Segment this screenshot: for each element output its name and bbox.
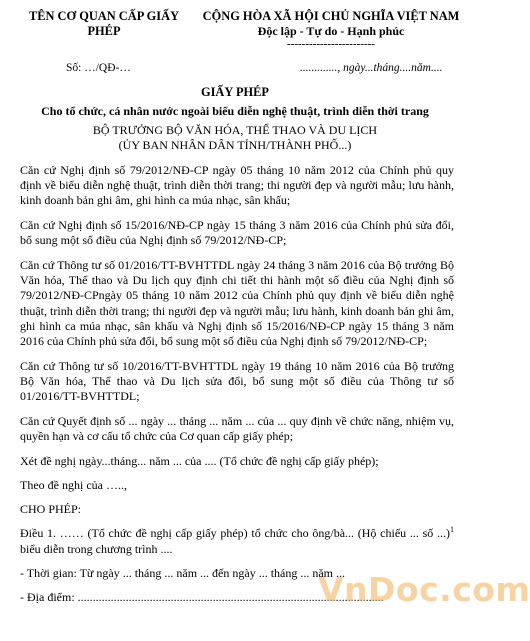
article-1	[0, 526, 470, 556]
place-line: - Địa điểm: ......................................................................................................	[20, 589, 384, 604]
authority-line-2: (ỦY BAN NHÂN DÂN TỈNH/THÀNH PHỐ...)	[118, 138, 352, 152]
agency-line-2: PHÉP	[87, 24, 121, 38]
watermark-logo: VnDoc.com	[318, 570, 530, 609]
document-body	[0, 163, 470, 614]
national-motto: Độc lập - Tự do - Hạnh phúc	[257, 24, 405, 38]
legal-basis-paragraph: Căn cứ Thông tư số 01/2016/TT-BVHTTDL ngày 24 tháng 3 năm 2016 của Bộ trưởng Bộ Văn hóa, Thể thao và Du lịch quy định chi tiết thi hành một số điều của Nghị định số 79/2012/NĐ-CPngày 05 tháng 10 năm 2012 của Chính phủ quy định về biểu diễn nghệ thuật, trình diễn thời trang; thi người đẹp và người mẫu; lưu hành, kinh doanh bản ghi âm, ghi hình ca múa nhạc, sân khấu và Nghị định số 15/2016/NĐ-CP ngày 15 tháng 3 năm 2016 của Chính phủ sửa đổi, bổ sung một số điều của Nghị định số 79/2012/NĐ-CP;	[20, 258, 454, 349]
legal-basis-paragraph: Căn cứ Quyết định số ... ngày ... tháng ... năm ... của ... quy định về chức năng, nhiệm vụ, quyền hạn và cơ cấu tổ chức của Cơ quan cấp giấy phép;	[20, 413, 454, 444]
authority-line-1: BỘ TRƯỞNG BỘ VĂN HÓA, THỂ THAO VÀ DU LỊCH	[92, 123, 378, 137]
document-title: GIẤY PHÉP	[200, 85, 270, 99]
legal-basis-paragraph: Căn cứ Nghị định số 15/2016/NĐ-CP ngày 15 tháng 3 năm 2016 của Chính phủ sửa đổi, bổ sung một số điều của Nghị định số 79/2012/NĐ-CP;	[20, 218, 454, 248]
document-number: Số: …/QĐ-…	[66, 62, 131, 74]
issuing-authority	[0, 123, 470, 153]
nation-name: CỘNG HÒA XÃ HỘI CHỦ NGHĨA VIỆT NAM	[202, 9, 460, 23]
permission-heading: CHO PHÉP:	[20, 502, 82, 517]
footnote-marker: 1	[450, 525, 454, 535]
document-subtitle: Cho tổ chức, cá nhân nước ngoài biểu diễn nghệ thuật, trình diễn thời trang	[41, 104, 429, 118]
document-date: ............., ngày...tháng....năm....	[300, 62, 443, 74]
consideration-paragraph: Xét đề nghị ngày...tháng... năm ... của .... (Tổ chức đề nghị cấp giấy phép);	[20, 453, 379, 468]
header-divider: ------------------------	[287, 38, 375, 50]
issuing-agency-header	[14, 9, 194, 39]
legal-basis-paragraph: Căn cứ Thông tư số 10/2016/TT-BVHTTDL ngày 19 tháng 10 năm 2016 của Bộ trưởng Bộ Văn hóa, Thể thao và Du lịch sửa đổi, bổ sung một số điều của Thông tư số 01/2016/TT-BVHTTDL;	[20, 358, 454, 404]
document-number-line	[0, 62, 470, 78]
proposal-paragraph: Theo đề nghị của …..,	[20, 477, 127, 492]
agency-line-1: TÊN CƠ QUAN CẤP GIẤY	[28, 9, 180, 23]
article-1-continuation: biểu diễn trong chương trình ....	[20, 541, 173, 556]
national-header	[196, 9, 466, 50]
time-line: - Thời gian: Từ ngày ... tháng ... năm ... đến ngày ... tháng ... năm ...	[20, 565, 346, 580]
article-1-text: Điều 1. …… (Tổ chức đề nghị cấp giấy phép) tổ chức cho ông/bà... (Hộ chiếu ... số ...)	[20, 526, 450, 541]
legal-basis-paragraph: Căn cứ Nghị định số 79/2012/NĐ-CP ngày 05 tháng 10 năm 2012 của Chính phủ quy định về biểu diễn nghệ thuật, trình diễn thời trang; thi người đẹp và người mẫu; lưu hành, kinh doanh bản ghi âm, ghi hình ca múa nhạc, sân khấu;	[20, 163, 454, 208]
